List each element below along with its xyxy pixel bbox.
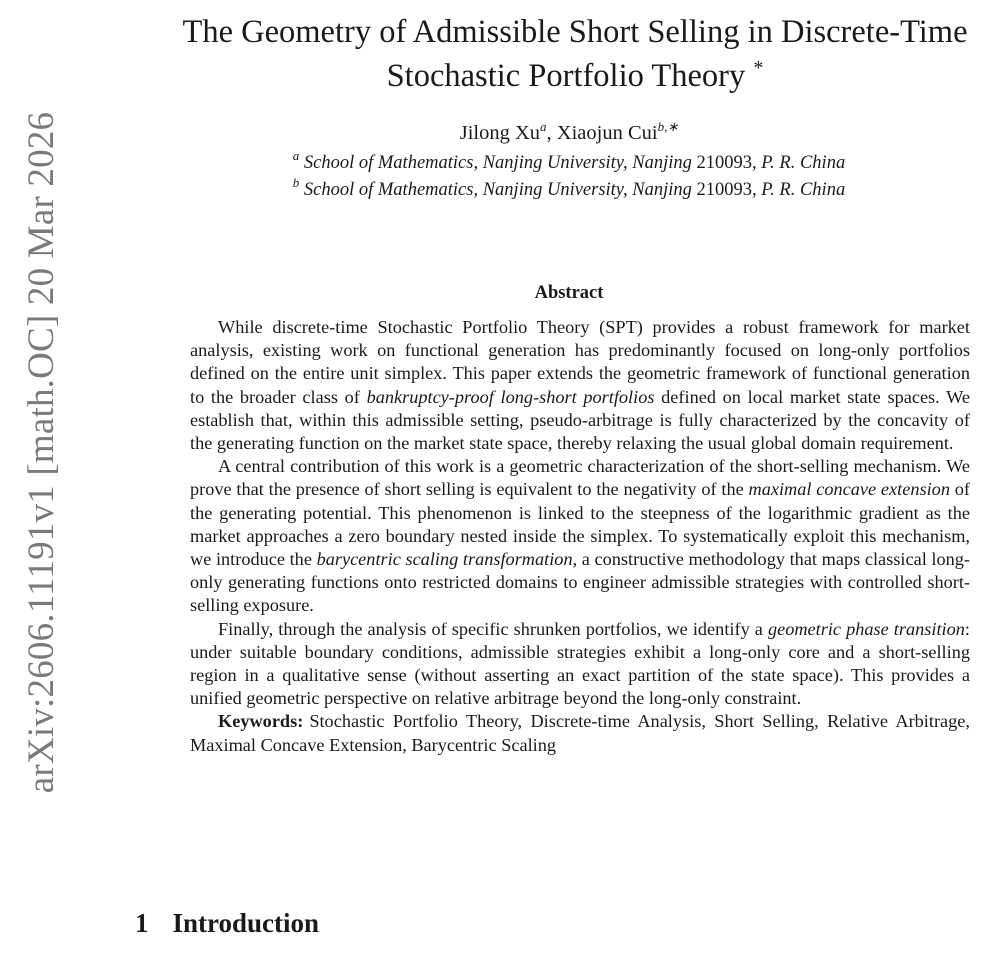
abstract-emphasis: maximal concave extension [748,479,950,500]
author-list [190,120,948,146]
abstract-heading: Abstract [534,283,604,303]
abstract-emphasis: barycentric scaling transformation [316,549,573,570]
affiliation-mark: b [292,175,300,190]
keywords-list: Stochastic Portfolio Theory, Discrete-time Analysis, Short Selling, Relative Arbitrage, Maximal Concave Extension, Barycentric Scaling [190,711,970,755]
abstract-emphasis: bankruptcy-proof long-short portfolios [366,386,655,407]
affiliation-postcode: 210093 [696,180,752,200]
affiliation-line: $^a$ School of Mathematics, Nanjing University, Nanjing 210093, P. R. China [292,148,846,173]
author-affil-mark: a [540,119,547,134]
affiliation-country: P. R. China [761,180,846,200]
abstract-text: A central contribution of this work is a geometric characterization of the short-selling mechanism. We prove that the presence of short selling is equivalent to the negativity of the [190,456,970,500]
abstract-body [190,316,970,757]
author-name: Jilong Xu [459,122,541,144]
abstract-text: , a constructive methodology that maps classical long-only generating functions onto restricted domains to engineer admissible strategies with controlled short-selling exposure. [190,549,970,616]
abstract-text: of the generating potential. This phenomenon is linked to the steepness of the logarithmic gradient as the market approaches a zero boundary nested inside the simplex. To systematically exploit this mechanism, we introduce the [190,479,970,570]
paper-title [150,10,1000,98]
abstract-text: While discrete-time Stochastic Portfolio Theory (SPT) provides a robust framework for market analysis, existing work on functional generation has predominantly focused on long-only portfolios defined on the entire unit simplex. This paper extends the geometric framework of functional generation to the broader class of [190,317,970,407]
affiliation-line: $^b$ School of Mathematics, Nanjing University, Nanjing 210093, P. R. China [292,175,846,200]
abstract-text: : under suitable boundary conditions, admissible strategies exhibit a long-only core and a short-selling region in a qualitative sense (without asserting an exact partition of the state space). This provides a unified geometric perspective on relative arbitrage beyond the long-only constraint. [190,618,970,709]
title-line-1: The Geometry of Admissible Short Selling in Discrete-Time [182,14,968,50]
affiliation-text: School of Mathematics, Nanjing University, Nanjing [303,180,692,200]
abstract-paragraph [190,618,970,711]
abstract-paragraph [190,316,970,455]
keywords-line [190,710,970,756]
author-name: Xiaojun Cui [556,122,658,144]
section-title: Introduction [172,908,320,938]
affiliation-postcode: 210093 [696,153,752,173]
section-heading [135,906,319,940]
affiliation-country: P. R. China [761,153,846,173]
arxiv-identifier: arXiv:2606.11191v1 [math.OC] 20 Mar 2026 [21,111,63,794]
title-footnote-mark: * [753,57,764,79]
affiliation-text: School of Mathematics, Nanjing University, Nanjing [303,153,692,173]
abstract-text: Finally, through the analysis of specific shrunken portfolios, we identify a [218,618,768,639]
abstract-emphasis: geometric phase transition [767,618,965,639]
title-line-2 [150,54,1000,98]
section-number: 1 [135,908,149,938]
arxiv-sidebar-stamp [22,85,62,820]
author-affil-mark: b,∗ [657,119,679,134]
keywords-label: Keywords: [218,711,304,732]
title-line-2-text: Stochastic Portfolio Theory [386,58,746,94]
abstract-paragraph [190,455,970,617]
affiliation-mark: a [292,148,300,163]
author-separator: , [546,122,557,144]
abstract-text: defined on local market state spaces. We establish that, within this admissible setting, pseudo-arbitrage is fully characterized by the concavity of the generating function on the market state space, thereby relaxing the usual global domain requirement. [190,386,970,454]
